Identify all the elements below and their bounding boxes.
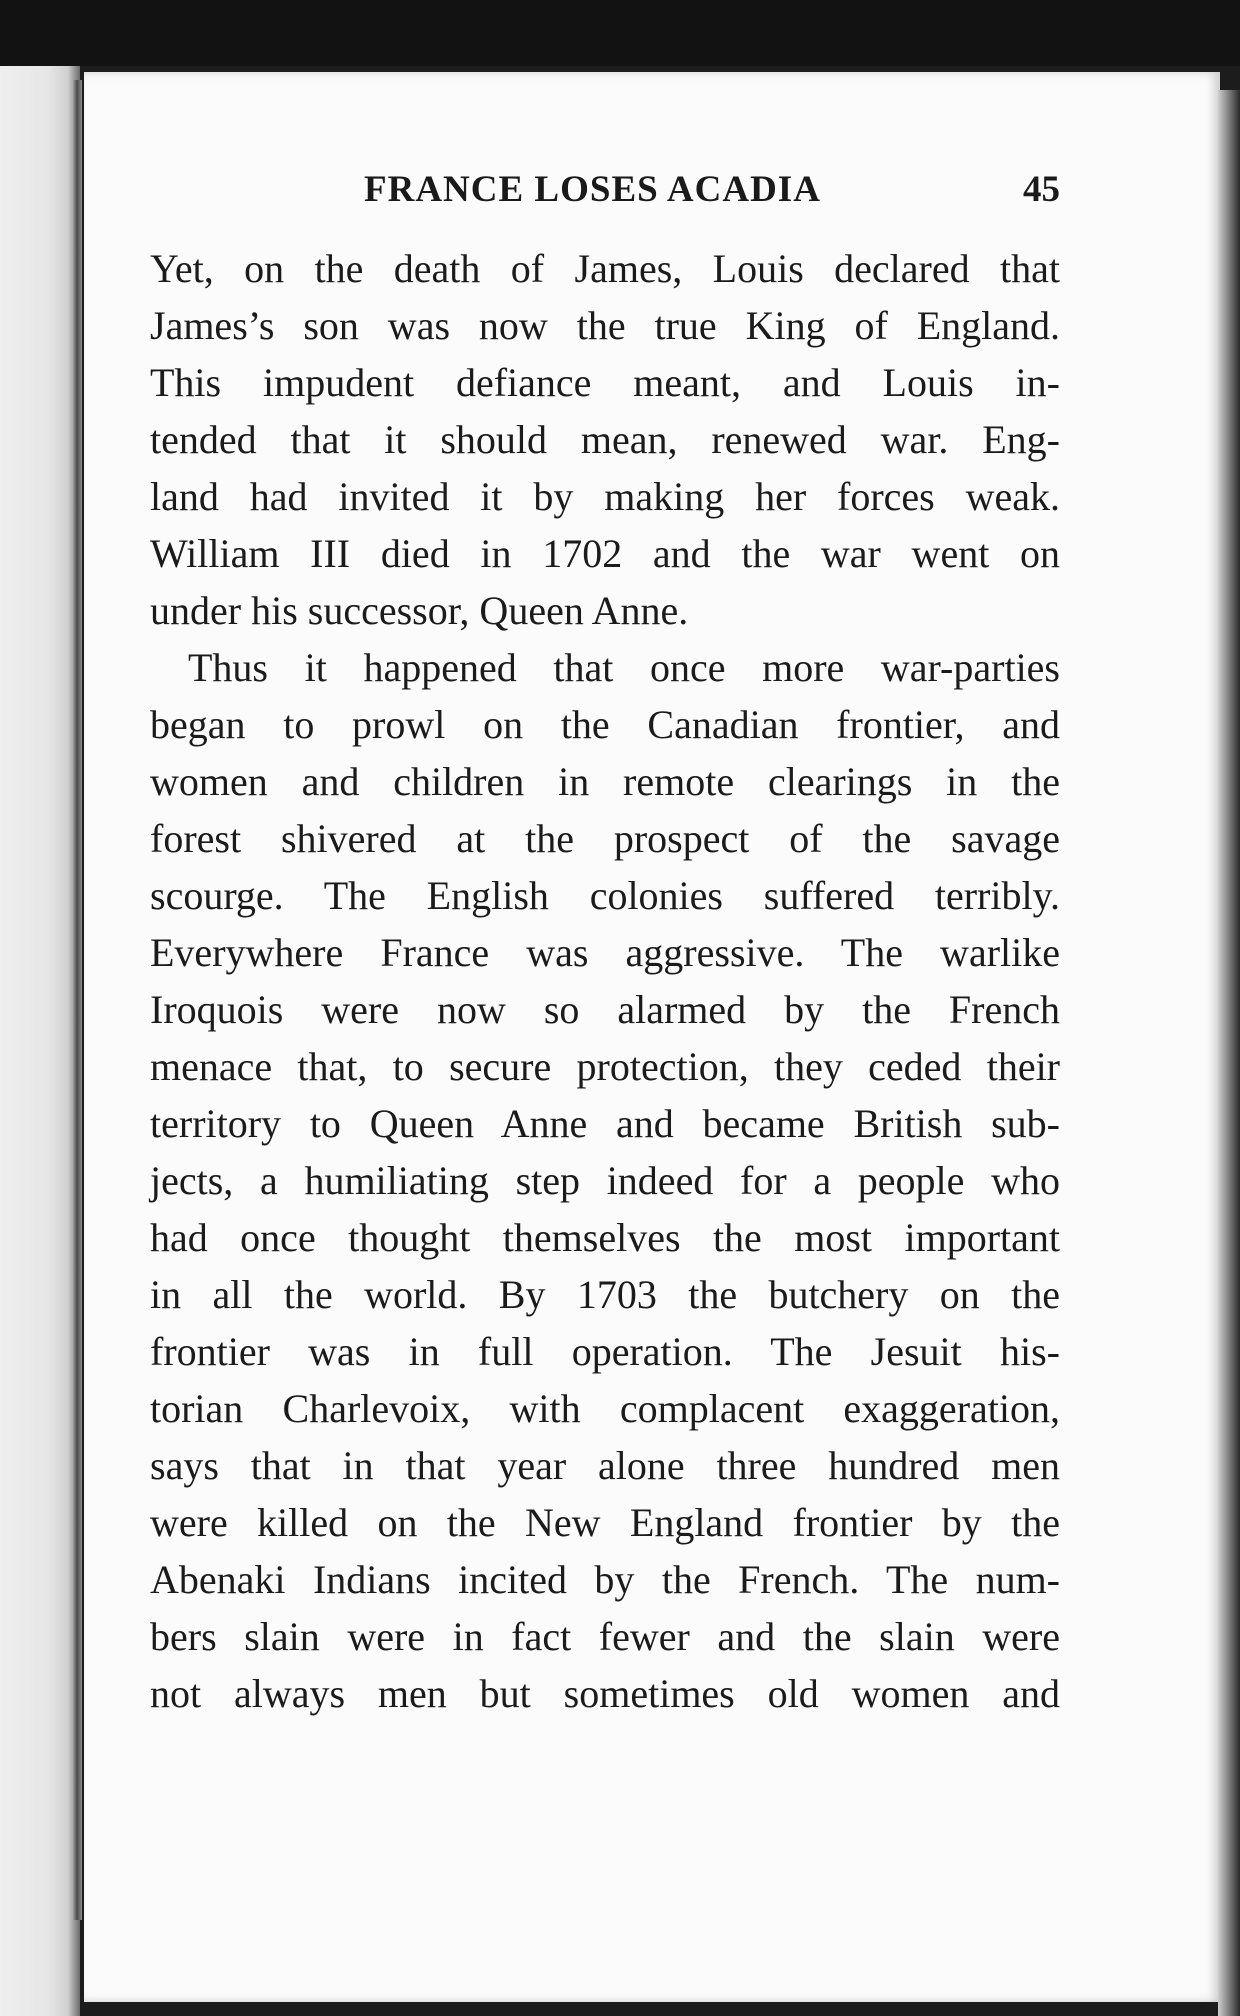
text-line: under his successor, Queen Anne.: [150, 588, 689, 633]
text-line: Yet, on the death of James, Louis declared that: [150, 246, 1060, 291]
running-head: [280, 168, 1060, 228]
scan-top-border: [0, 0, 1240, 66]
text-line: were killed on the New England frontier by the: [150, 1500, 1060, 1545]
text-line: scourge. The English colonies suffered terribly.: [150, 873, 1060, 918]
text-line: Thus it happened that once more war-parties: [188, 645, 1060, 690]
text-line: torian Charlevoix, with complacent exaggeration,: [150, 1386, 1060, 1431]
page-number: 45: [1023, 169, 1060, 210]
scan-left-margin: [0, 66, 80, 2016]
text-line: forest shivered at the prospect of the savage: [150, 816, 1060, 861]
text-line: James’s son was now the true King of England.: [150, 303, 1060, 348]
text-line: in all the world. By 1703 the butchery on the: [150, 1272, 1060, 1317]
text-line: frontier was in full operation. The Jesuit his-: [150, 1329, 1060, 1374]
paragraph-1: [150, 240, 1060, 639]
page-right-edge-shadow: [1218, 90, 1240, 2016]
text-line: William III died in 1702 and the war went on: [150, 531, 1060, 576]
text-line: had once thought themselves the most important: [150, 1215, 1060, 1260]
text-line: This impudent defiance meant, and Louis in-: [150, 360, 1060, 405]
text-line: territory to Queen Anne and became British sub-: [150, 1101, 1060, 1146]
text-line: bers slain were in fact fewer and the slain were: [150, 1614, 1060, 1659]
chapter-title: FRANCE LOSES ACADIA: [364, 169, 821, 210]
paragraph-2: [150, 639, 1060, 1722]
text-line: says that in that year alone three hundred men: [150, 1443, 1060, 1488]
text-line: began to prowl on the Canadian frontier, and: [150, 702, 1060, 747]
text-line: Everywhere France was aggressive. The warlike: [150, 930, 1060, 975]
text-line: Abenaki Indians incited by the French. The num-: [150, 1557, 1060, 1602]
text-line: land had invited it by making her forces weak.: [150, 474, 1060, 519]
text-line: not always men but sometimes old women and: [150, 1671, 1060, 1716]
text-line: tended that it should mean, renewed war. Eng-: [150, 417, 1060, 462]
body-text: [150, 240, 1060, 1722]
text-line: Iroquois were now so alarmed by the French: [150, 987, 1060, 1032]
text-line: women and children in remote clearings in the: [150, 759, 1060, 804]
page-gutter-shadow: [72, 80, 82, 1920]
text-line: menace that, to secure protection, they ceded their: [150, 1044, 1060, 1089]
text-line: jects, a humiliating step indeed for a people who: [150, 1158, 1060, 1203]
